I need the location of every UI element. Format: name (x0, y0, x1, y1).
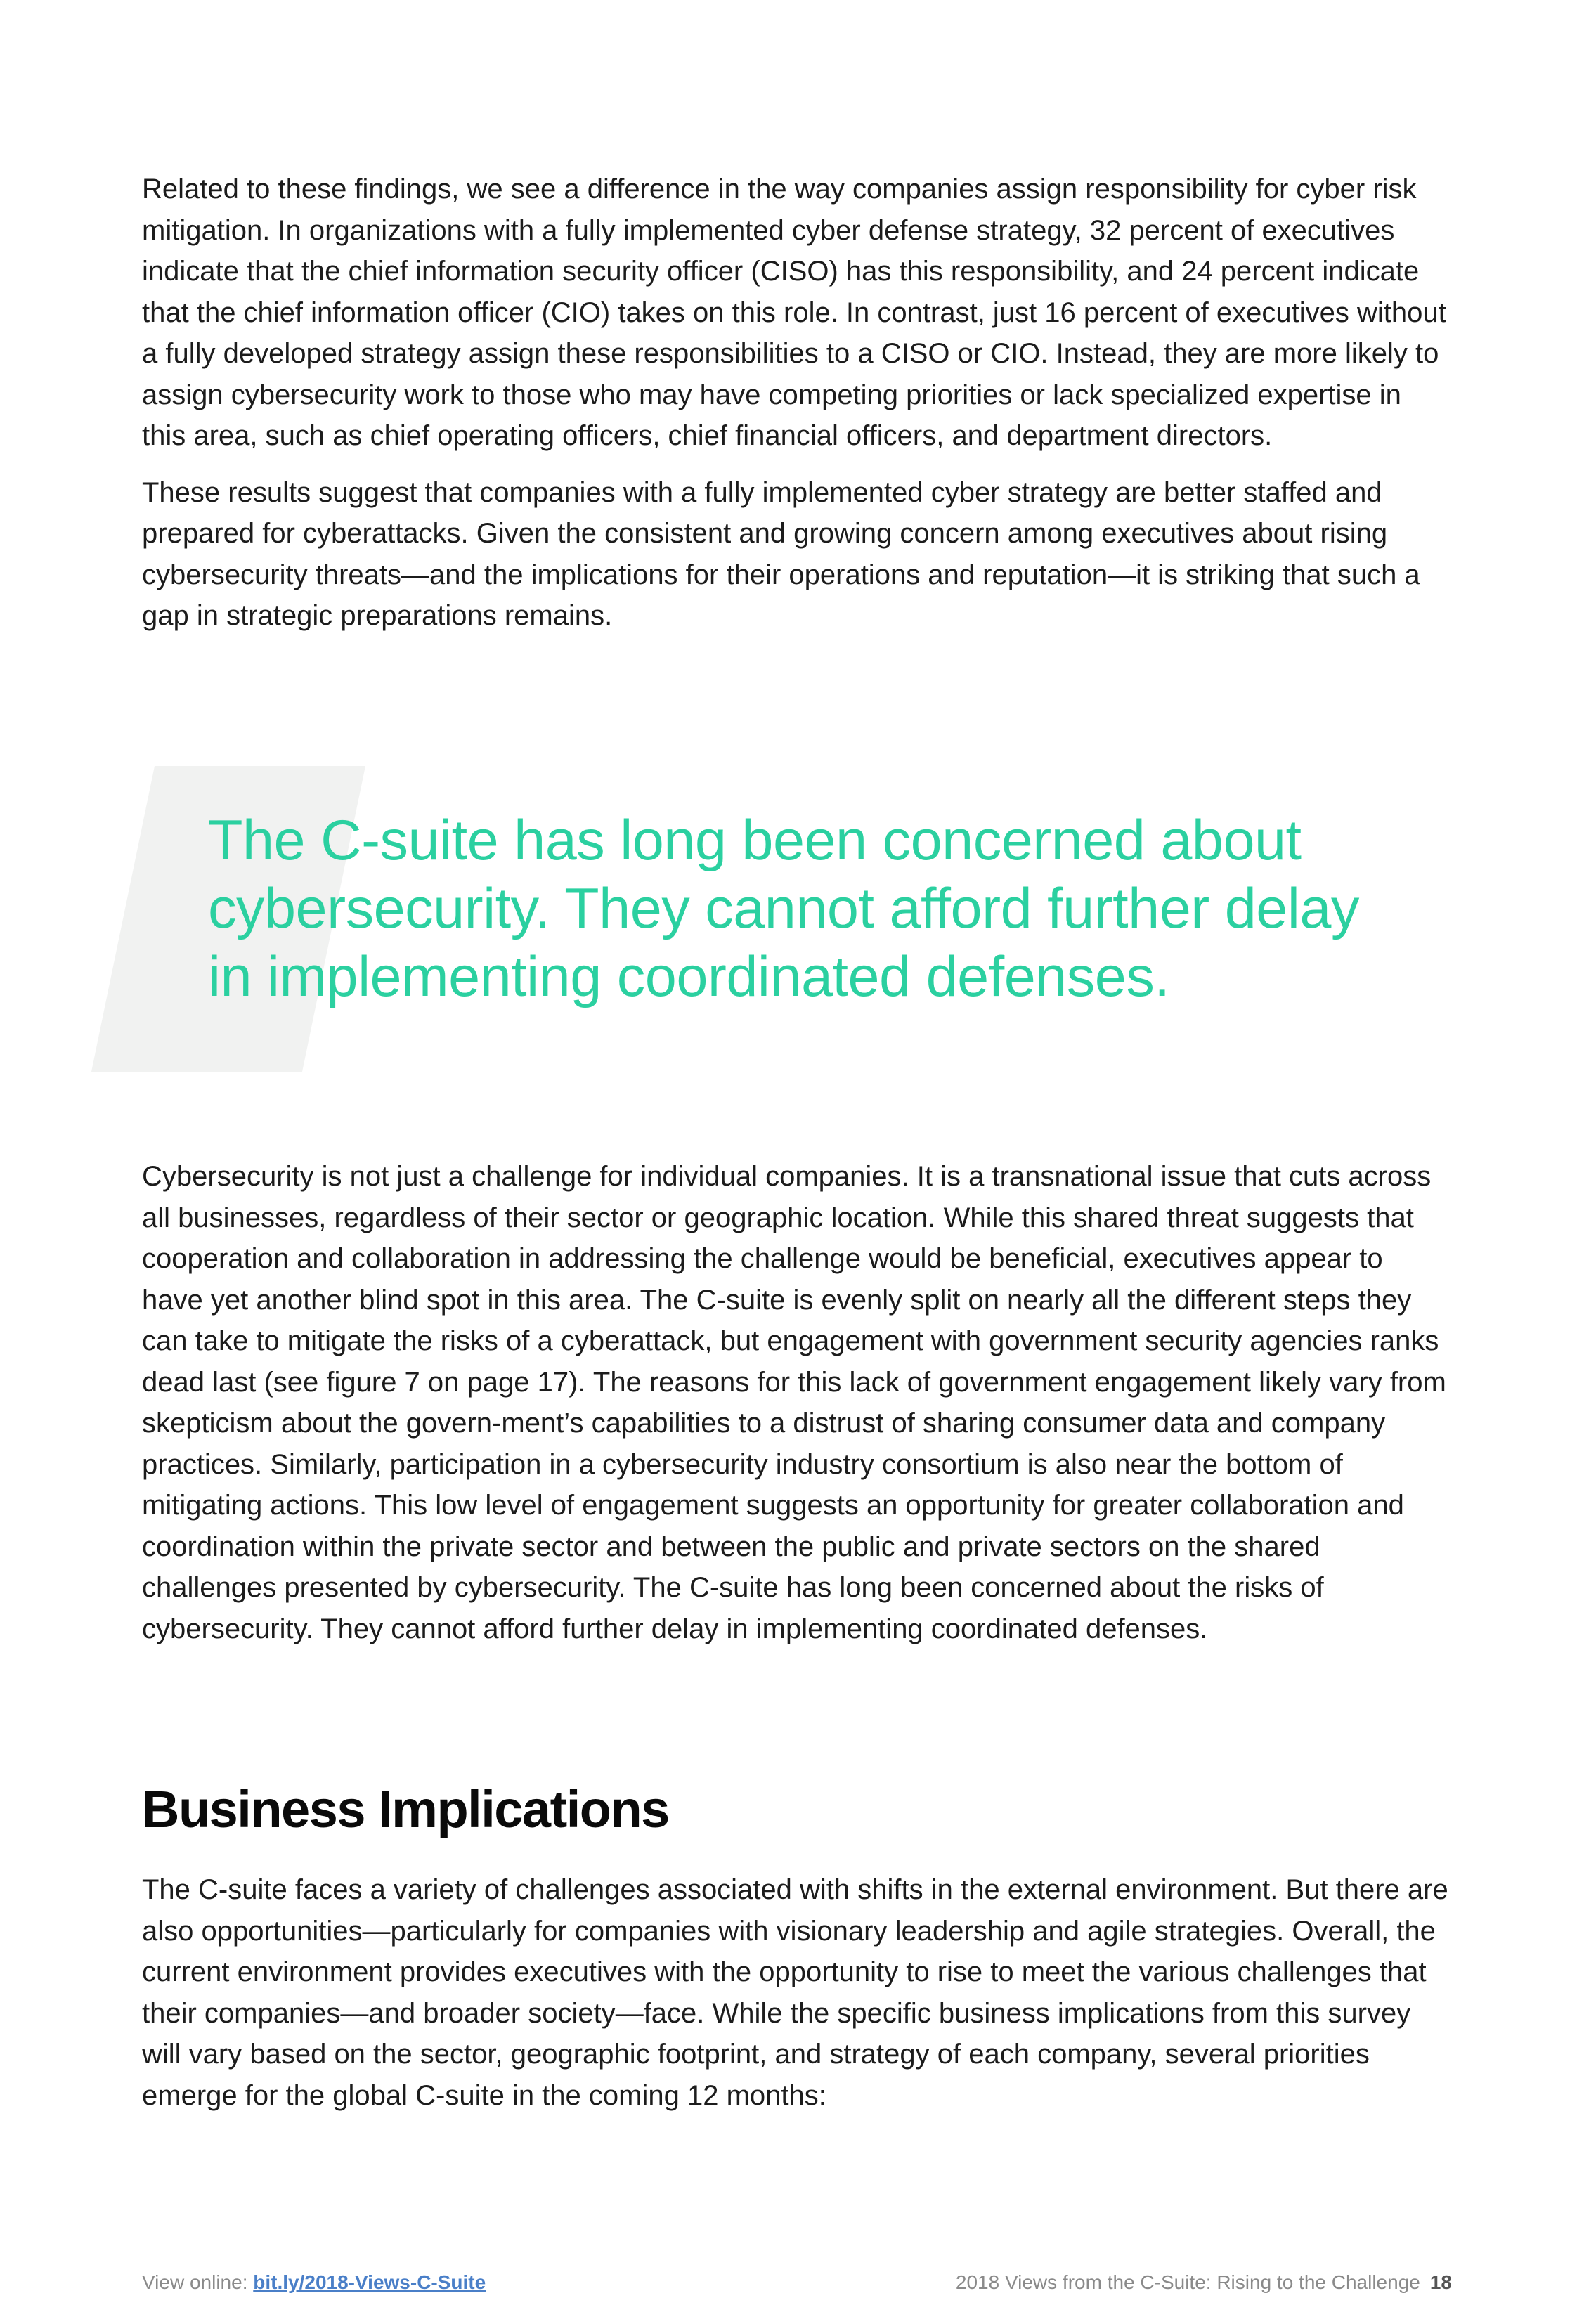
footer-publication-title: 2018 Views from the C-Suite: Rising to the Challenge (955, 2271, 1420, 2293)
body-paragraph: Related to these findings, we see a difference in the way companies assign responsibility for cyber risk mitigation. In organizations with a fully implemented cyber defense strategy, 32 percent of executives indicate that the chief information security officer (CISO) has this responsibility, and 24 percent indicate that the chief information officer (CIO) takes on this role. In contrast, just 16 percent of executives without a fully developed strategy assign these responsibilities to a CISO or CIO. Instead, they are more likely to assign cybersecurity work to those who may have competing priorities or lack specialized expertise in this area, such as chief operating officers, chief financial officers, and department directors. (142, 174, 1446, 451)
page-number: 18 (1429, 2271, 1452, 2293)
collaboration-section (142, 1156, 1451, 1649)
body-paragraph: The C-suite faces a variety of challenges associated with shifts in the external environment. But there are also opportunities—particularly for companies with visionary leadership and agile strategies. Overall, the current environment provides executives with the opportunity to rise to meet the various challenges that their companies—and broader society—face. While the specific business implications from this survey will vary based on the sector, geographic footprint, and strategy of each company, several priorities emerge for the global C-suite in the coming 12 months: (142, 1874, 1448, 2111)
implications-section (142, 1869, 1451, 2116)
section-heading: Business Implications (142, 1780, 669, 1838)
intro-section (142, 169, 1451, 637)
body-paragraph: Cybersecurity is not just a challenge for individual companies. It is a transnational issue that cuts across all businesses, regardless of their sector or geographic location. While this shared threat suggests that cooperation and collaboration in addressing the challenge would be beneficial, executives appear to have yet another blind spot in this area. The C-suite is evenly split on nearly all the different steps they can take to mitigate the risks of a cyberattack, but engagement with government security agencies ranks dead last (see figure 7 on page 17). The reasons for this lack of government engagement likely vary from skepticism about the govern-ment’s capabilities to a distrust of sharing consumer data and company practices. Similarly, participation in a cybersecurity industry consortium is also near the bottom of mitigating actions. This low level of engagement suggests an opportunity for greater collaboration and coordination within the private sector and between the public and private sectors on the shared challenges presented by cybersecurity. The C-suite has long been concerned about the risks of cybersecurity. They cannot afford further delay in implementing coordinated defenses. (142, 1161, 1446, 1644)
pull-quote: The C-suite has long been concerned about cybersecurity. They cannot afford further delay in implementing coordinated defenses. (208, 809, 1359, 1008)
footer-link[interactable]: bit.ly/2018-Views-C-Suite (253, 2271, 486, 2293)
footer-view-online-label: View online: (142, 2271, 248, 2293)
body-paragraph: These results suggest that companies with a fully implemented cyber strategy are better staffed and prepared for cyberattacks. Given the consistent and growing concern among executives about rising cybersecurity threats—and the implications for their operations and reputation—it is striking that such a gap in strategic preparations remains. (142, 476, 1420, 631)
footer-view-online (142, 2270, 486, 2295)
footer-publication (956, 2270, 1452, 2295)
